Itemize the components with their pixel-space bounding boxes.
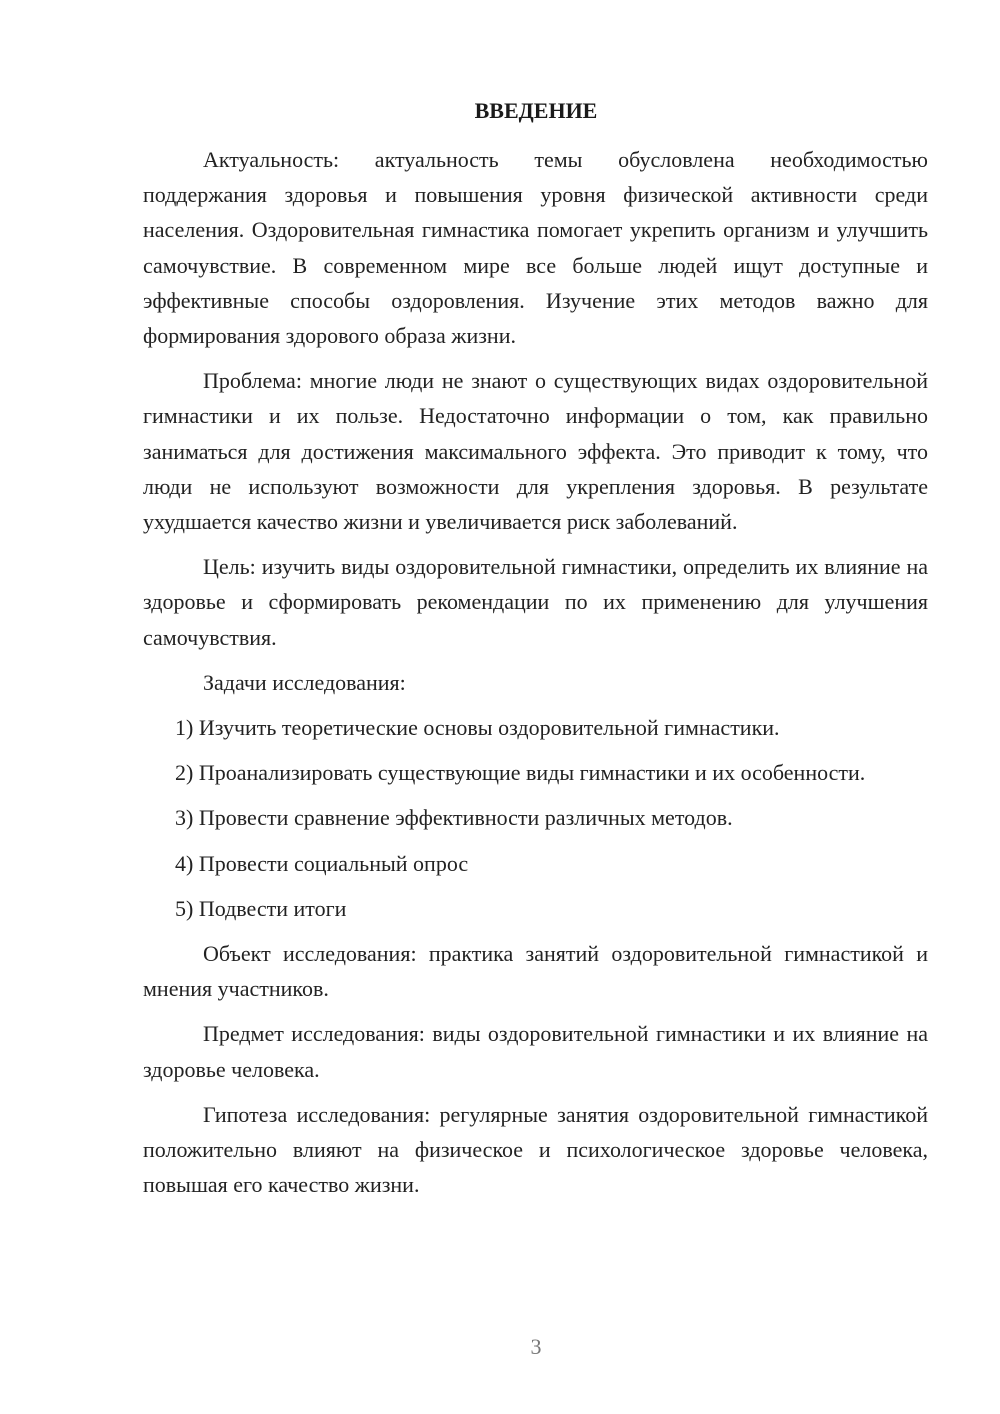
tasks-heading: Задачи исследования: bbox=[203, 669, 406, 695]
task-item: 5) Подвести итоги bbox=[175, 895, 347, 921]
paragraph-goal: Цель: изучить виды оздоровительной гимнастики, определить их влияние на здоровье и сформировать рекомендации по их применению для улучшения самочувствия. bbox=[143, 554, 928, 650]
paragraph-object: Объект исследования: практика занятий оздоровительной гимнастикой и мнения участников. bbox=[143, 941, 928, 1002]
task-item: 1) Изучить теоретические основы оздоровительной гимнастики. bbox=[175, 715, 780, 741]
task-item: 4) Провести социальный опрос bbox=[175, 850, 469, 876]
paragraph-problem: Проблема: многие люди не знают о существующих видах оздоровительной гимнастики и их пользе. Недостаточно информации о том, как правильно заниматься для достижения максимального эффекта. Это приводит к тому, что люди не используют возможности для укрепления здоровья. В результате ухудшается качество жизни и увеличивается риск заболеваний. bbox=[143, 368, 928, 535]
page-number: 3 bbox=[530, 1334, 542, 1359]
section-title: ВВЕДЕНИЕ bbox=[474, 98, 598, 123]
paragraph-relevance: Актуальность: актуальность темы обусловлена необходимостью поддержания здоровья и повышения уровня физической активности среди населения. Оздоровительная гимнастика помогает укрепить организм и улучшить самочувствие. В современном мире все больше людей ищут доступные и эффективные способы оздоровления. Изучение этих методов важно для формирования здорового образа жизни. bbox=[143, 147, 928, 349]
task-item: 3) Провести сравнение эффективности различных методов. bbox=[175, 805, 733, 831]
paragraph-hypothesis: Гипотеза исследования: регулярные занятия оздоровительной гимнастикой положительно влияют на физическое и психологическое здоровье человека, повышая его качество жизни. bbox=[143, 1101, 928, 1198]
task-item: 2) Проанализировать существующие виды гимнастики и их особенности. bbox=[175, 760, 866, 786]
document-body bbox=[143, 142, 928, 1212]
paragraph-subject: Предмет исследования: виды оздоровительной гимнастики и их влияние на здоровье человека. bbox=[143, 1021, 928, 1082]
